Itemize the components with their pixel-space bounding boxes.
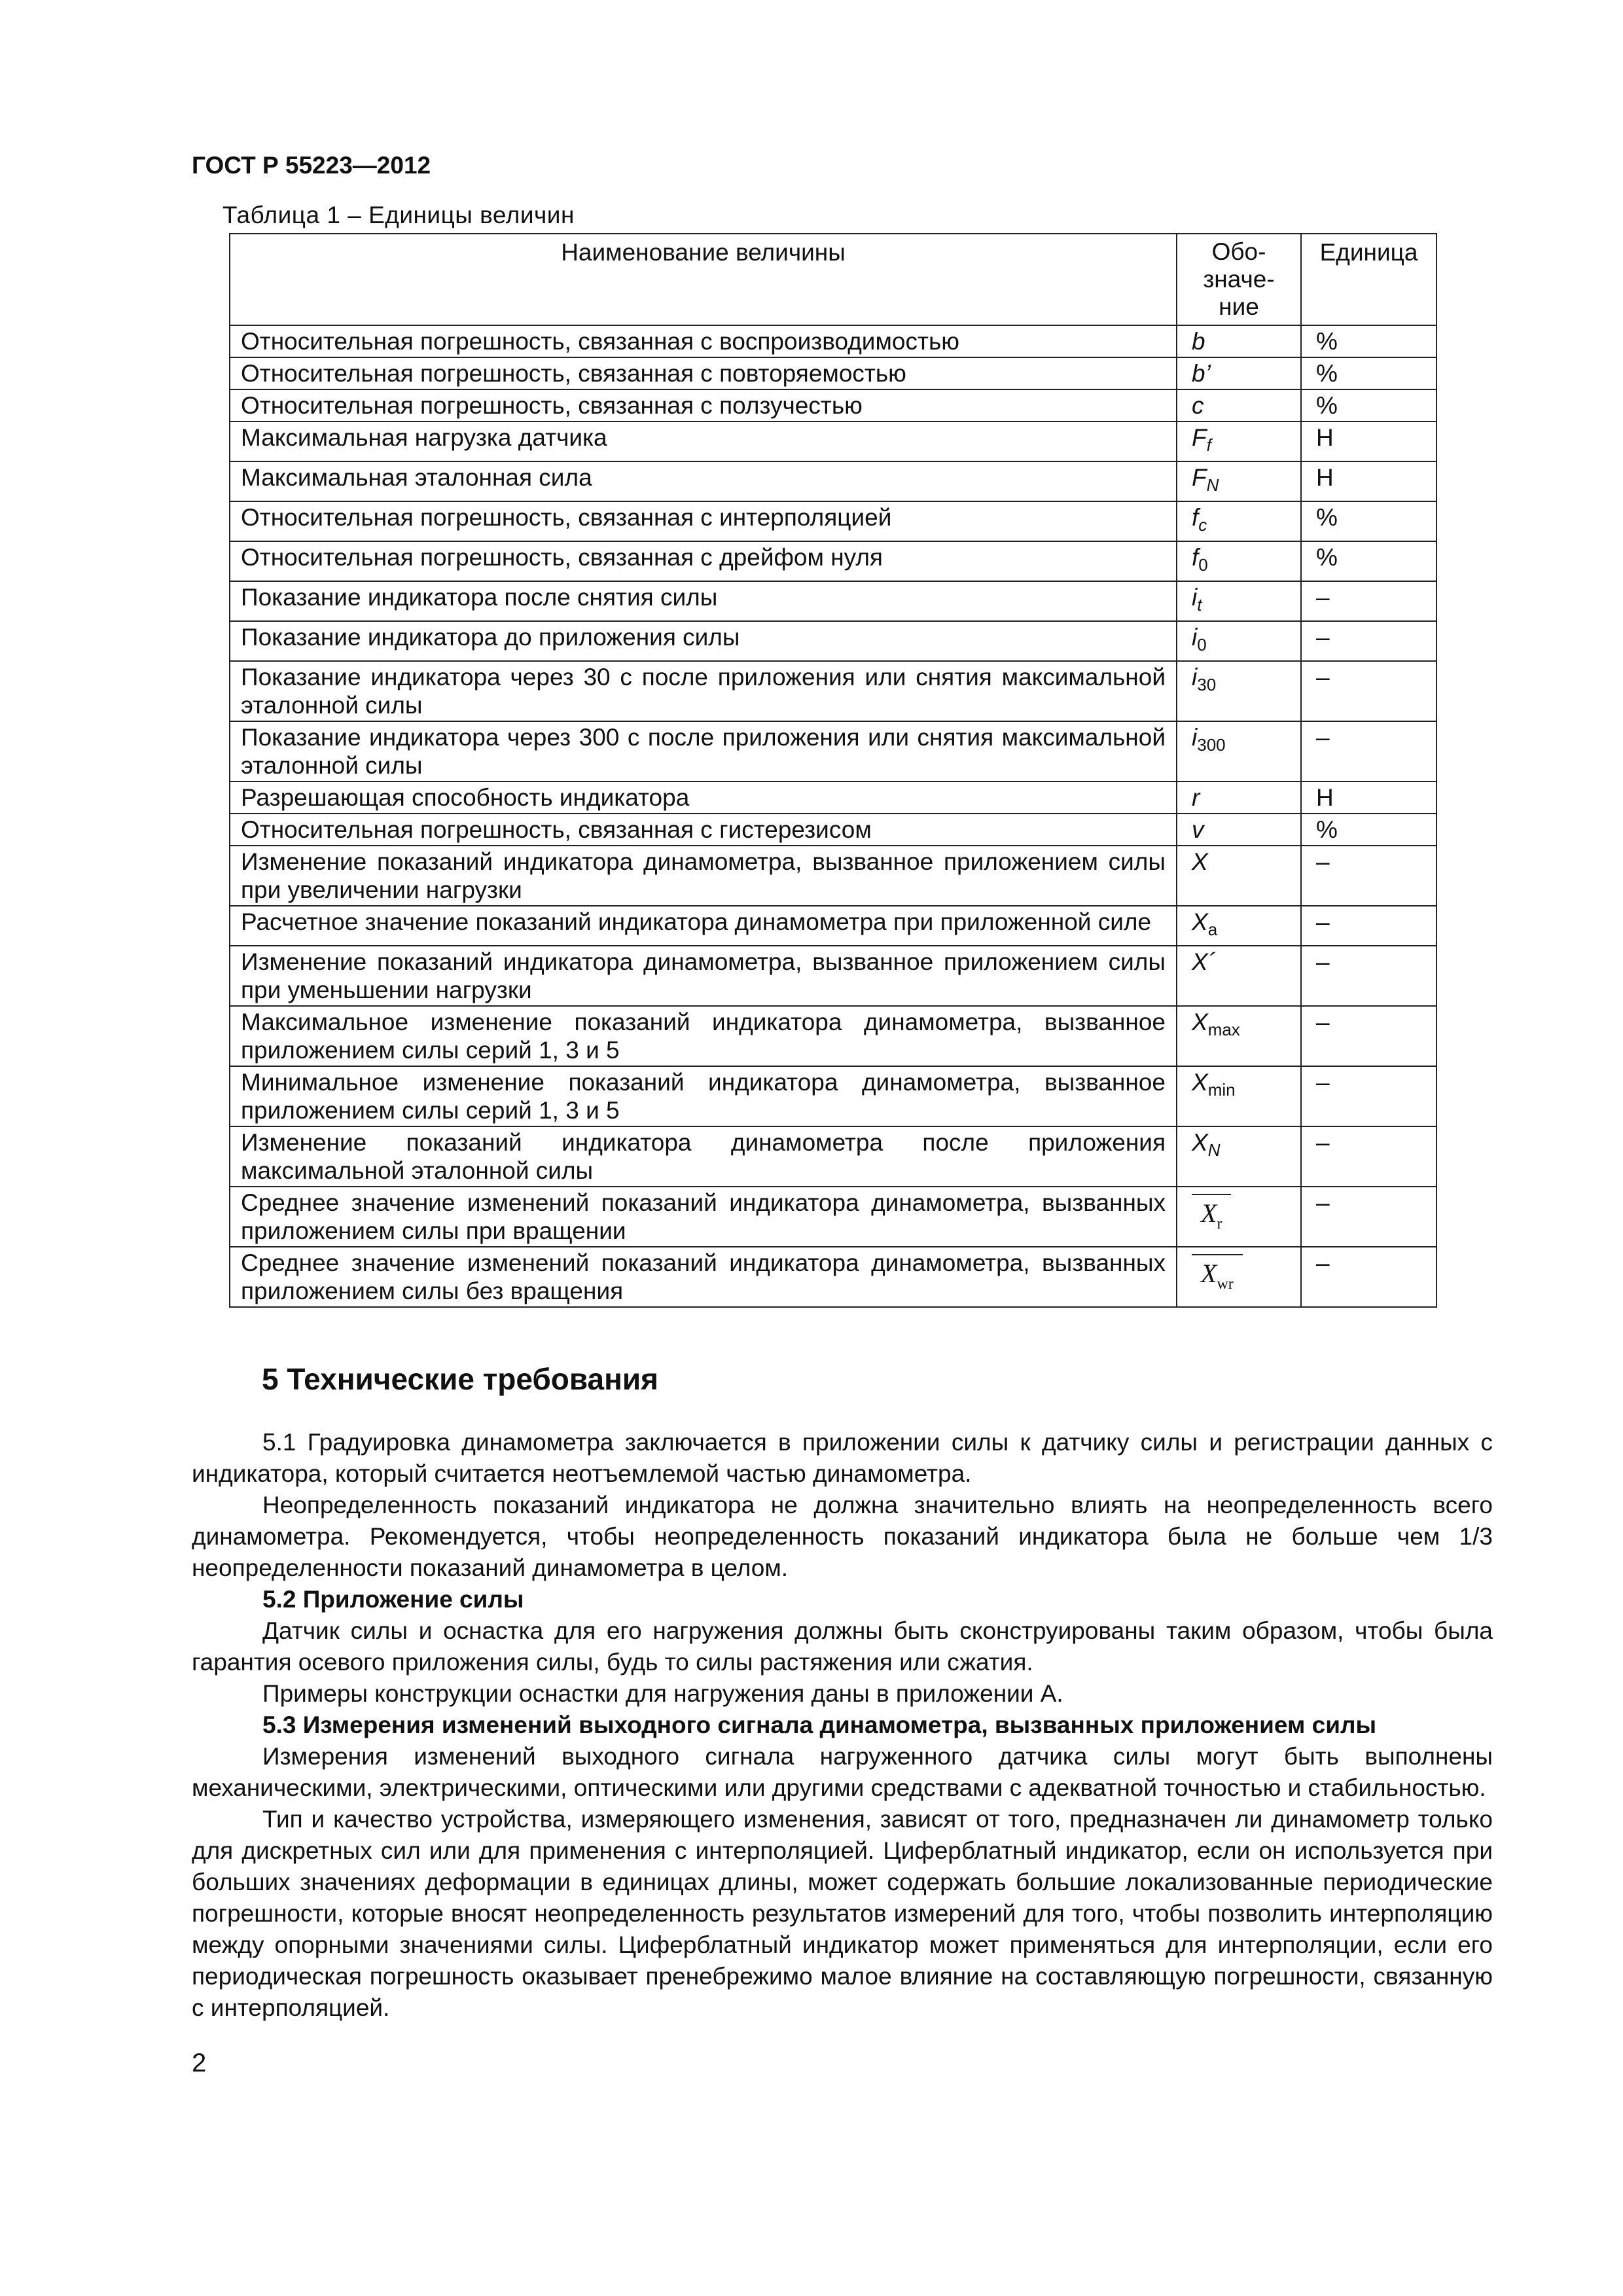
body-paragraph: 5.1 Градуировка динамометра заключается в приложении силы к датчику силы и регистрации данных с индикатора, который считается неотъемлемой частью динамометра. — [192, 1429, 1493, 1487]
symbol-main: c — [1192, 392, 1204, 419]
symbol-main: X — [1192, 1009, 1208, 1035]
table-caption: Таблица 1 – Единицы величин — [223, 202, 575, 228]
table-row — [230, 946, 1436, 1006]
table-row — [230, 1126, 1436, 1187]
symbol-main: f — [1192, 544, 1199, 571]
table-row — [230, 846, 1436, 906]
body-paragraph: Примеры конструкции оснастки для нагружения даны в приложении А. — [262, 1680, 1063, 1707]
quantity-unit: – — [1301, 621, 1436, 661]
quantity-unit: % — [1301, 357, 1436, 389]
quantity-name: Расчетное значение показаний индикатора динамометра при приложенной силе — [230, 906, 1177, 946]
symbol-main: i — [1192, 664, 1198, 691]
quantity-symbol — [1177, 389, 1301, 422]
quantity-unit: % — [1301, 541, 1436, 581]
quantity-unit: % — [1301, 325, 1436, 357]
table-row — [230, 501, 1436, 541]
column-header-name: Наименование величины — [230, 234, 1177, 325]
symbol-main: F — [1192, 424, 1207, 451]
quantity-unit: – — [1301, 946, 1436, 1006]
table-row — [230, 357, 1436, 389]
quantity-symbol — [1177, 541, 1301, 581]
table-row — [230, 541, 1436, 581]
table-row — [230, 721, 1436, 781]
mean-symbol: $X_{wr}$ — [1192, 1254, 1243, 1299]
table-row — [230, 1006, 1436, 1066]
quantity-name: Минимальное изменение показаний индикатора динамометра, вызванное приложением силы серий 1, 3 и 5 — [230, 1066, 1177, 1126]
subsection-heading: 5.2 Приложение силы — [262, 1586, 524, 1613]
symbol-main: b’ — [1192, 360, 1211, 387]
quantity-name: Изменение показаний индикатора динамометра после приложения максимальной эталонной силы — [230, 1126, 1177, 1187]
symbol-main: X — [1192, 1069, 1208, 1096]
table-row — [230, 389, 1436, 422]
symbol-main: r — [1192, 784, 1200, 811]
quantity-symbol — [1177, 621, 1301, 661]
quantity-name: Относительная погрешность, связанная с воспроизводимостью — [230, 325, 1177, 357]
symbol-main: i — [1192, 584, 1198, 611]
quantity-unit: Н — [1301, 461, 1436, 501]
table-body — [230, 325, 1436, 1307]
quantity-symbol — [1177, 1247, 1301, 1307]
quantity-name: Среднее значение изменений показаний индикатора динамометра, вызванных приложением силы при вращении — [230, 1187, 1177, 1247]
quantity-symbol — [1177, 781, 1301, 814]
body-paragraph: Тип и качество устройства, измеряющего изменения, зависят от того, предназначен ли динамометр только для дискретных сил или для применения с интерполяцией. Циферблатный индикатор, если он используется при больших значениях деформации в единицах длины, может содержать большие локализованные периодические погрешности, которые вносят неопределенность результатов измерений для того, чтобы позволить интерполяцию между опорными значениями силы. Циферблатный индикатор может применяться для интерполяции, если его периодическая погрешность оказывает пренебрежимо малое влияние на составляющую погрешности, связанную с интерполяцией. — [192, 1806, 1493, 2021]
quantity-name: Максимальная эталонная сила — [230, 461, 1177, 501]
table-row — [230, 906, 1436, 946]
quantity-name: Относительная погрешность, связанная с интерполяцией — [230, 501, 1177, 541]
quantity-name: Изменение показаний индикатора динамометра, вызванное приложением силы при увеличении нагрузки — [230, 846, 1177, 906]
quantity-symbol — [1177, 325, 1301, 357]
table-header-row — [230, 234, 1436, 325]
column-header-symbol: Обо- значе- ние — [1177, 234, 1301, 325]
body-paragraph: Неопределенность показаний индикатора не должна значительно влиять на неопределенность всего динамометра. Рекомендуется, чтобы неопределенность показаний индикатора была не больше чем 1/3 неопределенности показаний динамометра в целом. — [192, 1492, 1493, 1581]
symbol-subscript: max — [1207, 1020, 1240, 1039]
page-number: 2 — [192, 2049, 207, 2077]
symbol-subscript: N — [1206, 475, 1219, 495]
quantity-symbol — [1177, 814, 1301, 846]
symbol-main: X´ — [1192, 948, 1216, 975]
quantity-symbol — [1177, 422, 1301, 461]
quantity-unit: – — [1301, 721, 1436, 781]
quantity-unit: – — [1301, 1126, 1436, 1187]
symbol-subscript: a — [1207, 920, 1218, 939]
symbol-main: i — [1192, 624, 1198, 651]
subsection-heading: 5.3 Измерения изменений выходного сигнала динамометра, вызванных приложением силы — [262, 1712, 1377, 1738]
symbol-main: X — [1192, 908, 1208, 935]
quantity-symbol — [1177, 1126, 1301, 1187]
quantity-unit: – — [1301, 1247, 1436, 1307]
quantity-unit: – — [1301, 846, 1436, 906]
quantity-symbol — [1177, 357, 1301, 389]
symbol-main: f — [1192, 504, 1199, 531]
table-row — [230, 325, 1436, 357]
quantity-name: Относительная погрешность, связанная с гистерезисом — [230, 814, 1177, 846]
symbol-main: X — [1192, 848, 1208, 875]
table-row — [230, 422, 1436, 461]
quantity-unit: – — [1301, 906, 1436, 946]
quantity-unit: – — [1301, 1006, 1436, 1066]
quantity-symbol — [1177, 906, 1301, 946]
quantity-name: Максимальная нагрузка датчика — [230, 422, 1177, 461]
symbol-subscript: f — [1206, 435, 1211, 455]
quantity-unit: – — [1301, 1066, 1436, 1126]
symbol-subscript: 30 — [1197, 675, 1217, 694]
quantity-unit: % — [1301, 389, 1436, 422]
quantity-name: Показание индикатора до приложения силы — [230, 621, 1177, 661]
body-paragraph: Измерения изменений выходного сигнала нагруженного датчика силы могут быть выполнены механическими, электрическими, оптическими или другими средствами с адекватной точностью и стабильностью. — [192, 1743, 1493, 1801]
table-row — [230, 1247, 1436, 1307]
body-paragraph: Датчик силы и оснастка для его нагружения должны быть сконструированы таким образом, чтобы была гарантия осевого приложения силы, будь то силы растяжения или сжатия. — [192, 1617, 1493, 1676]
quantity-symbol — [1177, 1066, 1301, 1126]
table-row — [230, 621, 1436, 661]
quantity-symbol — [1177, 1006, 1301, 1066]
section-body — [192, 1427, 1493, 2024]
units-table — [229, 233, 1437, 1308]
quantity-unit: % — [1301, 814, 1436, 846]
symbol-main: X — [1192, 1129, 1208, 1156]
symbol-main: i — [1192, 724, 1198, 751]
table-row — [230, 1066, 1436, 1126]
symbol-subscript: 0 — [1197, 635, 1207, 655]
quantity-name: Максимальное изменение показаний индикатора динамометра, вызванное приложением силы серий 1, 3 и 5 — [230, 1006, 1177, 1066]
symbol-main: F — [1192, 464, 1207, 491]
quantity-name: Разрешающая способность индикатора — [230, 781, 1177, 814]
symbol-subscript: 300 — [1197, 735, 1226, 755]
quantity-unit: Н — [1301, 781, 1436, 814]
table-row — [230, 461, 1436, 501]
quantity-symbol — [1177, 721, 1301, 781]
symbol-subscript: c — [1198, 515, 1207, 535]
quantity-unit: Н — [1301, 422, 1436, 461]
quantity-name: Относительная погрешность, связанная с ползучестью — [230, 389, 1177, 422]
quantity-symbol — [1177, 661, 1301, 721]
quantity-name: Показание индикатора через 30 с после приложения или снятия максимальной эталонной силы — [230, 661, 1177, 721]
quantity-symbol — [1177, 846, 1301, 906]
table-row — [230, 581, 1436, 621]
quantity-name: Показание индикатора после снятия силы — [230, 581, 1177, 621]
quantity-symbol — [1177, 1187, 1301, 1247]
standard-code: ГОСТ Р 55223—2012 — [192, 152, 431, 179]
table-row — [230, 661, 1436, 721]
symbol-subscript: t — [1197, 595, 1202, 615]
symbol-subscript: min — [1207, 1080, 1236, 1100]
table-row — [230, 1187, 1436, 1247]
quantity-unit: – — [1301, 1187, 1436, 1247]
symbol-subscript: N — [1207, 1140, 1221, 1160]
column-header-unit: Единица — [1301, 234, 1436, 325]
quantity-name: Относительная погрешность, связанная с дрейфом нуля — [230, 541, 1177, 581]
quantity-symbol — [1177, 581, 1301, 621]
quantity-name: Изменение показаний индикатора динамометра, вызванное приложением силы при уменьшении нагрузки — [230, 946, 1177, 1006]
quantity-unit: – — [1301, 581, 1436, 621]
table-row — [230, 781, 1436, 814]
quantity-symbol — [1177, 461, 1301, 501]
quantity-name: Среднее значение изменений показаний индикатора динамометра, вызванных приложением силы без вращения — [230, 1247, 1177, 1307]
symbol-subscript: 0 — [1198, 555, 1208, 575]
mean-symbol: $X_r$ — [1192, 1194, 1231, 1238]
quantity-name: Показание индикатора через 300 с после приложения или снятия максимальной эталонной силы — [230, 721, 1177, 781]
quantity-symbol — [1177, 946, 1301, 1006]
quantity-unit: – — [1301, 661, 1436, 721]
table-row — [230, 814, 1436, 846]
section-title: 5 Технические требования — [262, 1362, 658, 1396]
quantity-unit: % — [1301, 501, 1436, 541]
symbol-main: v — [1192, 816, 1204, 843]
quantity-symbol — [1177, 501, 1301, 541]
quantity-name: Относительная погрешность, связанная с повторяемостью — [230, 357, 1177, 389]
symbol-main: b — [1192, 328, 1205, 355]
